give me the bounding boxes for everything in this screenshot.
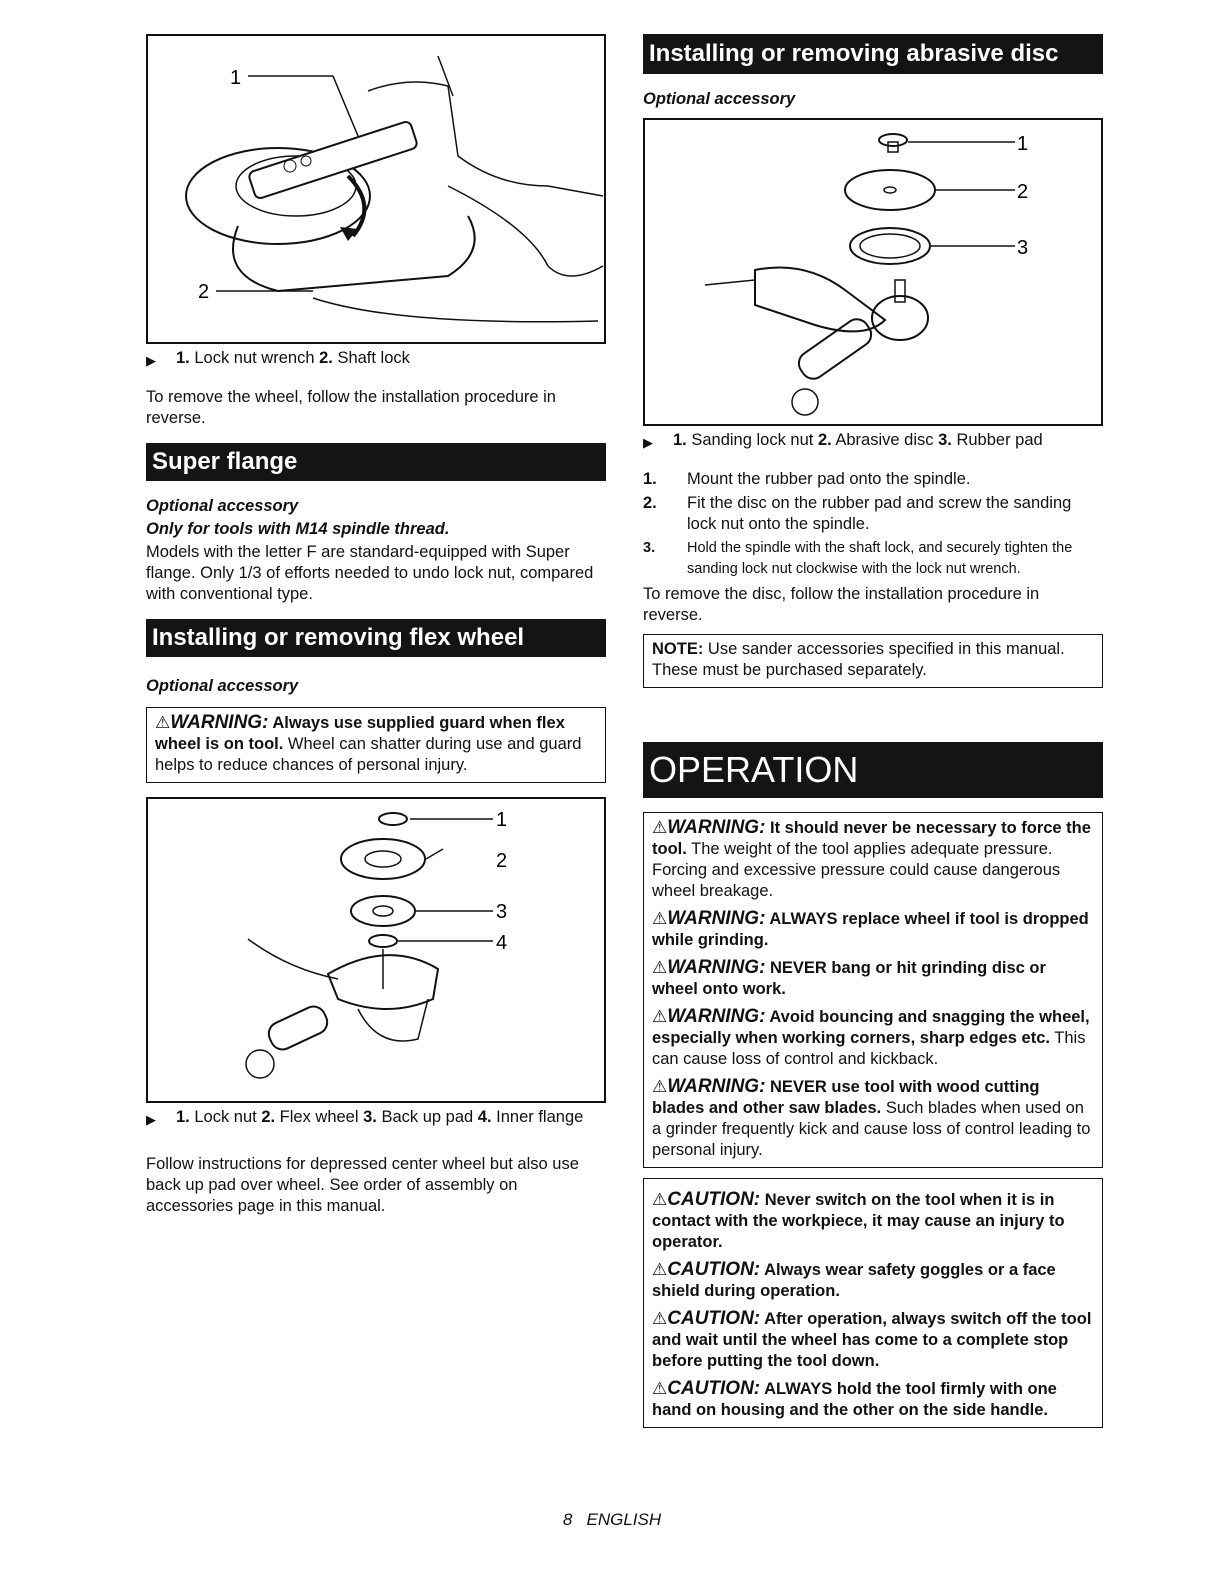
caution-label: CAUTION: xyxy=(667,1189,761,1210)
warning-label: WARNING: xyxy=(667,1076,766,1097)
remove-disc-text: To remove the disc, follow the installation procedure in reverse. xyxy=(643,585,1040,624)
fig3-label-2: 2 xyxy=(1017,181,1029,203)
warning-label: WARNING: xyxy=(667,1006,766,1027)
note-box xyxy=(643,634,1103,688)
warning-text: Wheel can shatter during use and guard helps to reduce chances of personal injury. xyxy=(155,735,582,774)
warning-bold: NEVER bang or hit grinding disc or wheel onto work. xyxy=(652,959,1046,998)
step-text: Mount the rubber pad onto the spindle. xyxy=(687,470,971,488)
warning-triangle-icon: ⚠ xyxy=(652,909,668,928)
super-flange-text: Models with the letter F are standard-equipped with Super flange. Only 1/3 of efforts needed to undo lock nut, compared with conventional type. xyxy=(146,543,594,603)
follow-instructions-text: Follow instructions for depressed center wheel but also use back up pad over wheel. See order of assembly on accessories page in this manual. xyxy=(146,1155,579,1215)
caption-text: Back up pad xyxy=(376,1108,478,1126)
warning-label: WARNING: xyxy=(667,908,766,929)
super-flange-optional: Optional accessory xyxy=(146,497,299,515)
fig3-label-1: 1 xyxy=(1017,133,1029,155)
caption-num: 1. xyxy=(176,1108,190,1126)
operation-cautions-box xyxy=(643,1178,1103,1428)
flex-wheel-exploded-illustration xyxy=(148,799,604,1101)
fig2-caption xyxy=(146,1107,606,1130)
caution-bold: After operation, always switch off the tool and wait until the wheel has come to a complete stop before putting the tool down. xyxy=(652,1310,1092,1370)
fig1-label-2: 2 xyxy=(198,281,210,303)
caution-bold: ALWAYS hold the tool firmly with one hand on housing and the other on the side handle. xyxy=(652,1380,1057,1419)
lock-nut-wrench-figure xyxy=(146,34,606,344)
warning-triangle-icon: ⚠ xyxy=(155,713,171,732)
step-item xyxy=(643,469,1103,490)
warning-item xyxy=(652,1076,1096,1161)
bullet-triangle-icon: ▶ xyxy=(643,435,653,450)
caption-num: 2. xyxy=(319,349,333,367)
warning-bold: NEVER use tool with wood cutting blades and other saw blades. xyxy=(652,1078,1040,1117)
super-flange-heading: Super flange xyxy=(146,443,606,481)
caution-triangle-icon: ⚠ xyxy=(652,1190,668,1209)
caption-num: 1. xyxy=(176,349,190,367)
bullet-triangle-icon: ▶ xyxy=(146,1112,156,1127)
caution-item xyxy=(652,1189,1096,1253)
page-footer: 8 ENGLISH xyxy=(562,1510,662,1529)
caution-bold: Always wear safety goggles or a face shield during operation. xyxy=(652,1261,1056,1300)
caution-triangle-icon: ⚠ xyxy=(652,1379,668,1398)
warning-bold: Avoid bouncing and snagging the wheel, especially when working corners, sharp edges etc. xyxy=(652,1008,1090,1047)
caption-text: Lock nut wrench xyxy=(189,349,320,367)
warning-text: Such blades when used on a grinder frequently kick and cause loss of control leading to personal injury. xyxy=(652,1099,1091,1159)
grinder-wrench-illustration xyxy=(148,36,604,342)
flex-wheel-optional: Optional accessory xyxy=(146,677,299,695)
caution-triangle-icon: ⚠ xyxy=(652,1260,668,1279)
abrasive-disc-exploded-illustration xyxy=(645,120,1101,424)
fig2-label-4: 4 xyxy=(496,932,508,954)
caption-text: Abrasive disc xyxy=(831,431,939,449)
step-item xyxy=(643,538,1103,580)
step-text: Hold the spindle with the shaft lock, and securely tighten the sanding lock nut clockwise with the lock nut wrench. xyxy=(687,540,1073,577)
warning-triangle-icon: ⚠ xyxy=(652,1077,668,1096)
warning-triangle-icon: ⚠ xyxy=(652,1007,668,1026)
caption-num: 3. xyxy=(363,1108,377,1126)
warning-bold: It should never be necessary to force the tool. xyxy=(652,819,1091,858)
abrasive-disc-heading: Installing or removing abrasive disc xyxy=(643,34,1103,74)
flex-wheel-heading: Installing or removing flex wheel xyxy=(146,619,606,657)
caption-num: 1. xyxy=(673,431,687,449)
flex-wheel-figure xyxy=(146,797,606,1103)
caution-bold: Never switch on the tool when it is in contact with the workpiece, it may cause an injury to operator. xyxy=(652,1191,1065,1251)
fig2-label-2: 2 xyxy=(496,850,508,872)
bullet-triangle-icon: ▶ xyxy=(146,353,156,368)
step-number: 1. xyxy=(643,470,657,488)
warning-bold: Always use supplied guard when flex wheel is on tool. xyxy=(155,714,565,753)
warning-text: This can cause loss of control and kickback. xyxy=(652,1029,1086,1068)
procedure-steps xyxy=(643,469,1103,580)
left-column xyxy=(146,34,606,1217)
step-text: Fit the disc on the rubber pad and screw the sanding lock nut onto the spindle. xyxy=(687,494,1072,533)
warning-label: WARNING: xyxy=(667,817,766,838)
remove-wheel-text: To remove the wheel, follow the installation procedure in reverse. xyxy=(146,388,556,427)
caution-triangle-icon: ⚠ xyxy=(652,1309,668,1328)
right-column xyxy=(643,34,1103,1428)
flex-warning-box xyxy=(146,707,606,783)
abrasive-optional: Optional accessory xyxy=(643,90,796,108)
caption-num: 2. xyxy=(261,1108,276,1126)
step-number: 2. xyxy=(643,494,657,512)
caption-text: Rubber pad xyxy=(951,431,1043,449)
caption-text: Inner flange xyxy=(491,1108,584,1126)
caution-item xyxy=(652,1259,1096,1302)
warning-triangle-icon: ⚠ xyxy=(652,958,668,977)
warning-item xyxy=(652,957,1096,1000)
warning-item xyxy=(652,817,1096,902)
warning-label: WARNING: xyxy=(667,957,766,978)
caution-label: CAUTION: xyxy=(667,1378,761,1399)
caption-text: Flex wheel xyxy=(275,1108,364,1126)
note-text: Use sander accessories specified in this manual. These must be purchased separately. xyxy=(652,640,1065,679)
caption-text: Shaft lock xyxy=(332,349,410,367)
note-label: NOTE: xyxy=(652,640,704,658)
fig1-caption xyxy=(146,348,606,371)
warning-text: The weight of the tool applies adequate pressure. Forcing and excessive pressure could cause dangerous wheel breakage. xyxy=(652,840,1061,900)
warning-item xyxy=(652,908,1096,951)
fig1-label-1: 1 xyxy=(230,67,242,89)
abrasive-disc-figure xyxy=(643,118,1103,426)
caution-item xyxy=(652,1308,1096,1372)
caption-num: 4. xyxy=(477,1108,492,1126)
fig2-label-3: 3 xyxy=(496,901,508,923)
caption-text: Lock nut xyxy=(189,1108,262,1126)
fig3-caption xyxy=(643,430,1103,453)
super-flange-only: Only for tools with M14 spindle thread. xyxy=(146,520,450,538)
caution-label: CAUTION: xyxy=(667,1308,761,1329)
operation-heading: OPERATION xyxy=(643,742,1103,798)
warning-bold: ALWAYS replace wheel if tool is dropped while grinding. xyxy=(652,910,1089,949)
caption-num: 2. xyxy=(817,431,832,449)
caution-item xyxy=(652,1378,1096,1421)
warning-label: WARNING: xyxy=(170,712,269,733)
operation-warnings-box xyxy=(643,812,1103,1168)
caption-text: Sanding lock nut xyxy=(686,431,818,449)
step-number: 3. xyxy=(643,540,656,556)
warning-item xyxy=(652,1006,1096,1070)
fig2-label-1: 1 xyxy=(496,809,508,831)
warning-triangle-icon: ⚠ xyxy=(652,818,668,837)
fig3-label-3: 3 xyxy=(1017,237,1029,259)
step-item xyxy=(643,493,1103,535)
caution-label: CAUTION: xyxy=(667,1259,761,1280)
caption-num: 3. xyxy=(938,431,952,449)
